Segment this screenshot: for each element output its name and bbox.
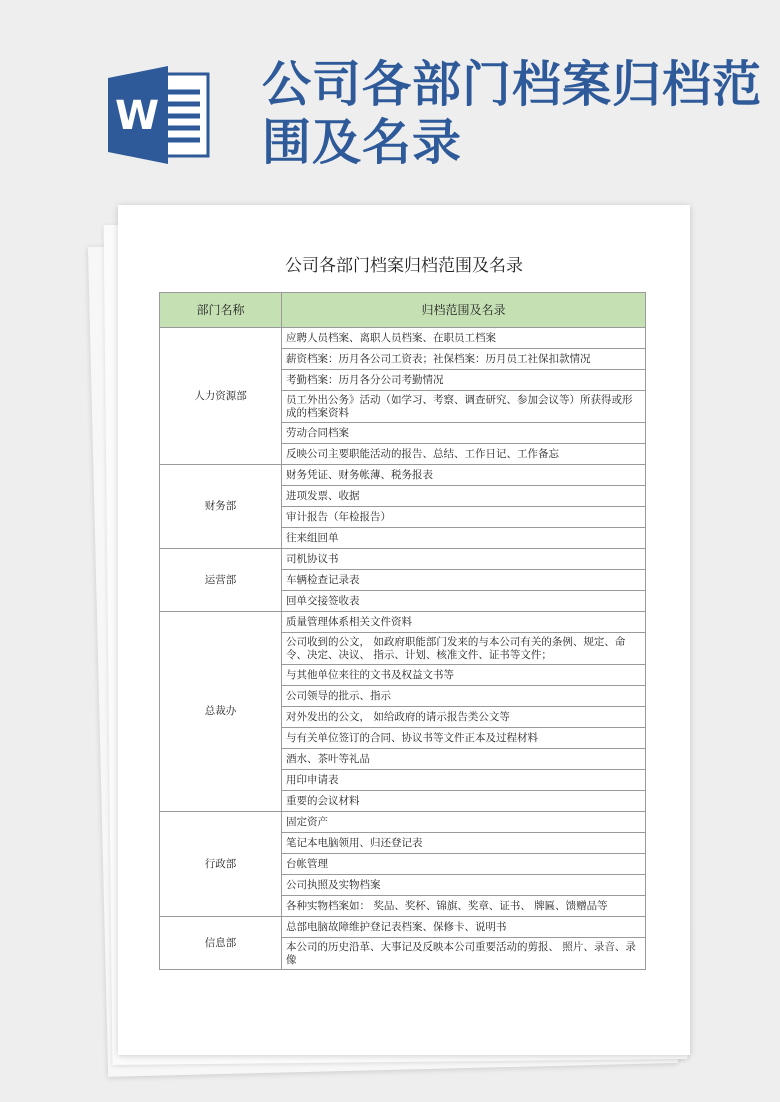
admin-item: 台帐管理 [282,854,646,875]
finance-item: 往来组回单 [282,528,646,549]
department-admin: 行政部 [160,812,282,917]
page-title: 公司各部门档案归档范围及名录 [262,56,763,171]
president-office-item: 公司领导的批示、指示 [282,686,646,707]
table-row [160,465,646,486]
department-it: 信息部 [160,917,282,970]
department-president-office: 总裁办 [160,612,282,812]
admin-item: 固定资产 [282,812,646,833]
hr-item: 应聘人员档案、离职人员档案、在职员工档案 [282,328,646,349]
hr-item: 员工外出公务》活动（如学习、考察、调查研究、参加会议等）所获得或形成的档案资料 [282,391,646,423]
president-office-item: 与有关单位签订的合同、协议书等文件正本及过程材料 [282,728,646,749]
hr-item: 考勤档案：历月各分公司考勤情况 [282,370,646,391]
hr-item: 薪资档案：历月各公司工资表；社保档案：历月员工社保扣款情况 [282,349,646,370]
operations-item: 车辆检查记录表 [282,570,646,591]
table-row [160,612,646,633]
operations-item: 回单交接签收表 [282,591,646,612]
it-item: 本公司的历史沿革、大事记及反映本公司重要活动的剪报、 照片、录音、录像 [282,938,646,970]
president-office-item: 公司收到的公文， 如政府职能部门发来的与本公司有关的条例、规定、命令、决定、决议、 指示、计划、核准文件、证书等文件； [282,633,646,665]
president-office-item: 酒水、茶叶等礼品 [282,749,646,770]
table-row [160,812,646,833]
word-document-icon [108,66,210,164]
admin-item: 公司执照及实物档案 [282,875,646,896]
operations-item: 司机协议书 [282,549,646,570]
table-row [160,328,646,349]
document-title: 公司各部门档案归档范围及名录 [285,256,523,276]
president-office-item: 对外发出的公文， 如给政府的请示报告类公文等 [282,707,646,728]
page-header [0,0,780,200]
hr-item: 反映公司主要职能活动的报告、总结、工作日记、工作备忘 [282,444,646,465]
president-office-item: 与其他单位来往的文书及权益文书等 [282,665,646,686]
president-office-item: 重要的会议材料 [282,791,646,812]
department-operations: 运营部 [160,549,282,612]
finance-item: 财务凭证、财务帐薄、税务报表 [282,465,646,486]
department-finance: 财务部 [160,465,282,549]
table-row [160,549,646,570]
document-page [118,205,690,1055]
archive-table [159,292,646,970]
president-office-item: 质量管理体系相关文件资料 [282,612,646,633]
table-row [160,917,646,938]
finance-item: 审计报告（年检报告） [282,507,646,528]
column-header-scope: 归档范围及名录 [282,293,646,328]
admin-item: 各种实物档案如： 奖品、奖杯、锦旗、奖章、证书、 牌匾、馈赠品等 [282,896,646,917]
admin-item: 笔记本电脑领用、归还登记表 [282,833,646,854]
finance-item: 进项发票、收据 [282,486,646,507]
hr-item: 劳动合同档案 [282,423,646,444]
word-icon-letter: W [114,93,160,139]
column-header-department: 部门名称 [160,293,282,328]
president-office-item: 用印申请表 [282,770,646,791]
it-item: 总部电脑故障维护登记表档案、保修卡、说明书 [282,917,646,938]
table-header-row [160,293,646,328]
department-hr: 人力资源部 [160,328,282,465]
